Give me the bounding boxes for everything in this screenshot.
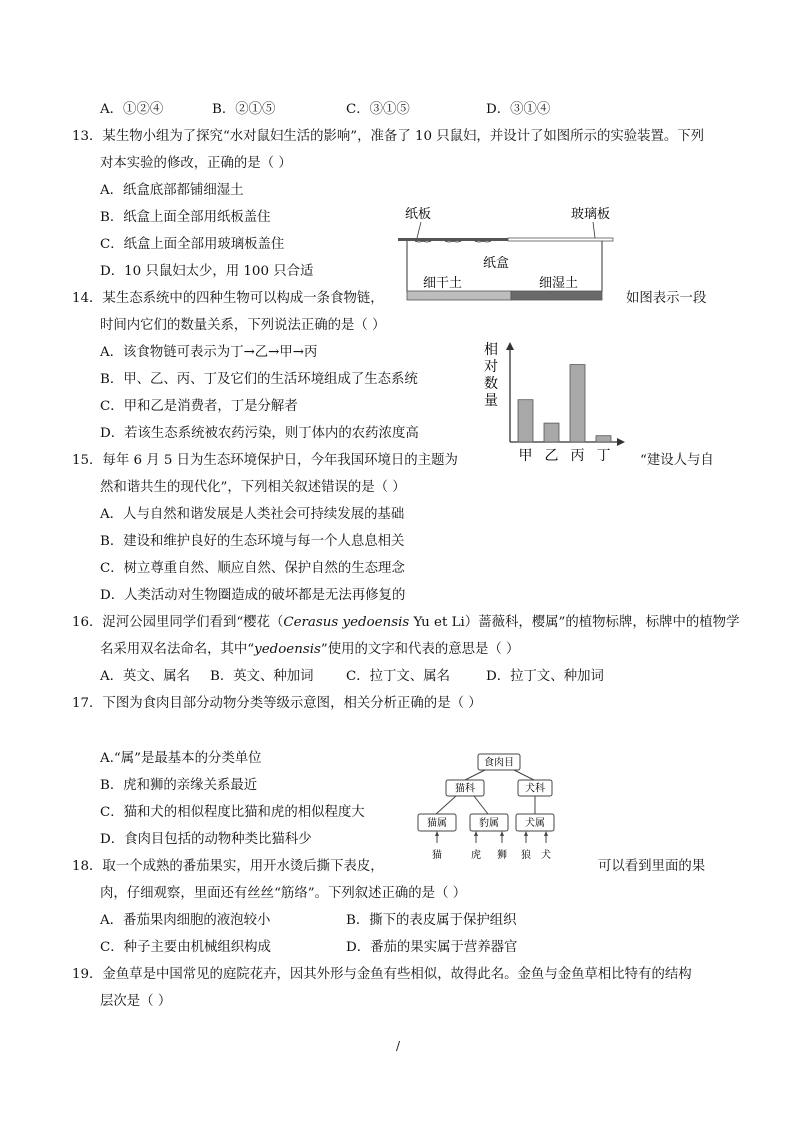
q16-option-c[interactable]: C．拉丁文、属名 (346, 669, 450, 684)
tick-label-甲: 甲 (518, 448, 533, 464)
cardboard-label: 纸板 (405, 207, 432, 222)
q15-stem-line1b: “建设人与自 (640, 453, 714, 468)
prev-option-b[interactable]: B．②①⑤ (212, 102, 276, 117)
q19-stem-line1: 19．金鱼草是中国常见的庭院花卉，因其外形与金鱼有些相似，故得此名。金鱼与金鱼草相比特有的结构 (72, 967, 692, 982)
q14-option-a[interactable]: A．该食物链可表示为丁→乙→甲→丙 (100, 345, 318, 360)
tree-genus-panthera-label: 豹属 (479, 818, 499, 829)
q15-option-a[interactable]: A．人与自然和谐发展是人类社会可持续发展的基础 (100, 507, 405, 522)
q16-text-1b: Yu et Li）蔷薇科，樱属”的植物标牌，标牌中的植物学 (409, 615, 740, 630)
tree-family-dog-label: 犬科 (525, 783, 545, 795)
q15-option-d[interactable]: D．人类活动对生物圈造成的破坏都是无法再修复的 (100, 588, 406, 603)
population-bar-chart (478, 338, 628, 468)
q18-option-c[interactable]: C．种子主要由机械组织构成 (100, 940, 271, 955)
pillbug-experiment-figure (395, 200, 620, 304)
q16-scientific-name: Cerasus yedoensis (283, 615, 410, 630)
q16-stem-line1 (72, 614, 739, 632)
q16-text-2b: ”使用的文字和代表的意思是（ ） (320, 642, 520, 657)
glass-label: 玻璃板 (571, 207, 611, 222)
tree-genus-dog-label: 犬属 (525, 818, 545, 829)
tree-species-cat: 猫 (432, 850, 442, 861)
page-number: / (396, 1039, 401, 1053)
chart-ylabel (484, 341, 498, 409)
chart-x-arrow (617, 438, 625, 446)
q16-option-d[interactable]: D．拉丁文、种加词 (486, 669, 604, 684)
prev-option-a[interactable]: A．①②④ (100, 102, 164, 117)
q16-option-b[interactable]: B．英文、种加词 (210, 669, 314, 684)
q15-stem-line1a: 15．每年 6 月 5 日为生态环境保护日，今年我国环境日的主题为 (72, 453, 458, 468)
tick-label-乙: 乙 (544, 448, 559, 464)
q17-option-d[interactable]: D．食肉目包括的动物种类比猫科少 (100, 832, 312, 847)
q14-stem-line1b: 如图表示一段 (626, 291, 707, 306)
bar-乙 (544, 423, 559, 442)
q13-stem-line2: 对本实验的修改，正确的是（ ） (100, 156, 292, 171)
dry-soil-label: 细干土 (423, 276, 463, 291)
tree-species-dog: 犬 (541, 850, 551, 861)
q16-option-a[interactable]: A．英文、属名 (100, 669, 191, 684)
q13-option-d[interactable]: D．10 只鼠妇太少，用 100 只合适 (100, 264, 314, 279)
tree-genus-cat-label: 猫属 (427, 818, 447, 829)
q14-option-b[interactable]: B．甲、乙、丙、丁及它们的生活环境组成了生态系统 (100, 372, 418, 387)
wet-soil-layer (511, 291, 602, 300)
q18-stem-line1b: 可以看到里面的果 (598, 859, 706, 874)
q16-epithet: yedoensis (254, 642, 321, 657)
q18-option-a[interactable]: A．番茄果肉细胞的液泡较小 (100, 913, 271, 928)
q15-option-c[interactable]: C．树立尊重自然、顺应自然、保护自然的生态理念 (100, 561, 405, 576)
tree-species-lion: 狮 (497, 850, 507, 861)
q17-option-a[interactable]: A.“属”是最基本的分类单位 (100, 751, 262, 766)
q14-stem-line2: 时间内它们的数量关系，下列说法正确的是（ ） (100, 318, 386, 333)
wet-soil-label: 细湿土 (539, 276, 579, 291)
q17-stem-line1: 17．下图为食肉目部分动物分类等级示意图，相关分析正确的是（ ） (72, 696, 482, 711)
q15-stem-line2: 然和谐共生的现代化”，下列相关叙述错误的是（ ） (100, 480, 406, 495)
box-label: 纸盒 (483, 256, 510, 271)
q17-option-b[interactable]: B．虎和狮的亲缘关系最近 (100, 778, 258, 793)
bar-丁 (596, 436, 611, 442)
taxonomy-tree-figure (410, 750, 580, 865)
glass-cover (508, 238, 613, 241)
q14-option-c[interactable]: C．甲和乙是消费者，丁是分解者 (100, 399, 298, 414)
q16-text-2a: 名采用双名法命名，其中“ (100, 642, 255, 657)
q16-stem-line2 (100, 641, 519, 659)
prev-option-c[interactable]: C．③①⑤ (346, 102, 410, 117)
chart-ylabel-text: 相对数量 (484, 342, 498, 409)
tree-species-wolf: 狼 (521, 850, 531, 861)
q18-stem-line2: 肉，仔细观察，里面还有丝丝“筋络”。下列叙述正确的是（ ） (100, 886, 467, 901)
bar-丙 (570, 365, 585, 442)
q14-option-d[interactable]: D．若该生态系统被农药污染，则丁体内的农药浓度高 (100, 426, 419, 441)
q18-option-b[interactable]: B．撕下的表皮属于保护组织 (346, 913, 517, 928)
tree-order-label: 食肉目 (484, 757, 514, 769)
q18-stem-line1a: 18．取一个成熟的番茄果实，用开水烫后撕下表皮， (72, 859, 384, 874)
tree-species-tiger: 虎 (471, 850, 481, 861)
q13-option-c[interactable]: C．纸盒上面全部用玻璃板盖住 (100, 237, 285, 252)
q14-stem-line1a: 14．某生态系统中的四种生物可以构成一条食物链， (72, 291, 384, 306)
q19-stem-line2: 层次是（ ） (100, 994, 172, 1009)
q18-option-d[interactable]: D．番茄的果实属于营养器官 (346, 940, 518, 955)
q16-text-1a: 16．浞河公园里同学们看到“樱花（ (72, 615, 284, 630)
q13-stem-line1: 13．某生物小组为了探究“水对鼠妇生活的影响”，准备了 10 只鼠妇，并设计了如图所示的实验装置。下列 (72, 129, 705, 144)
tick-label-丙: 丙 (570, 448, 585, 464)
prev-option-d[interactable]: D．③①④ (486, 102, 551, 117)
cardboard-cover (398, 238, 508, 241)
q13-option-b[interactable]: B．纸盒上面全部用纸板盖住 (100, 210, 271, 225)
tree-family-cat-label: 猫科 (455, 783, 475, 795)
dry-soil-layer (407, 291, 511, 300)
tick-label-丁: 丁 (596, 448, 611, 464)
q15-option-b[interactable]: B．建设和维护良好的生态环境与每一个人息息相关 (100, 534, 405, 549)
chart-y-arrow (506, 342, 514, 350)
q17-option-c[interactable]: C．猫和犬的相似程度比猫和虎的相似程度大 (100, 805, 365, 820)
bar-甲 (518, 400, 533, 442)
q13-option-a[interactable]: A．纸盒底部都铺细湿土 (100, 183, 244, 198)
